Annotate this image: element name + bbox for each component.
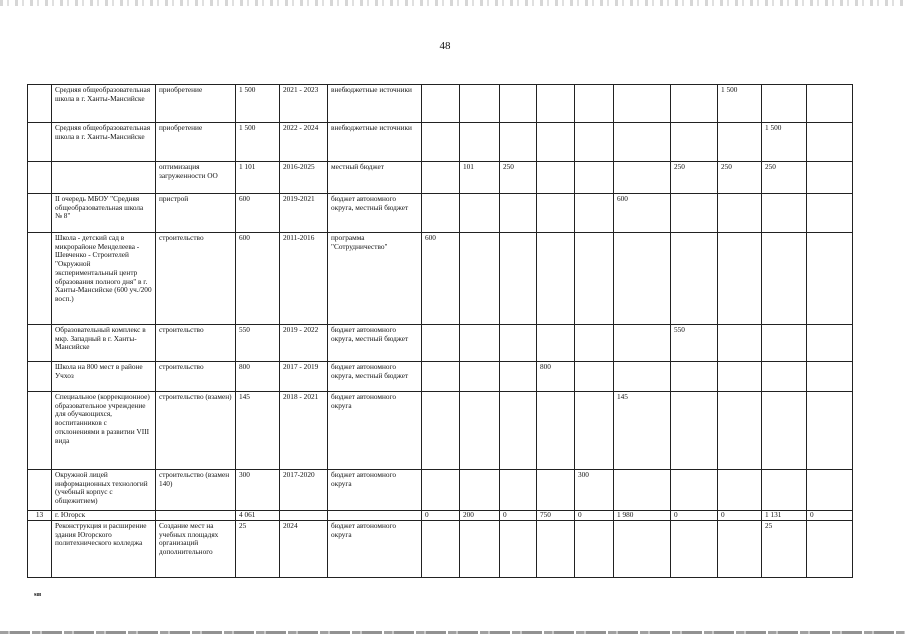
period-cell: 2024 [280, 521, 328, 578]
action-cell: строительство (взамен) [156, 392, 236, 470]
action-cell: строительство (взамен 140) [156, 470, 236, 511]
year-2025-cell [807, 123, 853, 162]
year-2018-cell [500, 521, 537, 578]
year-2019-cell [537, 162, 575, 194]
action-cell: оптимизация загруженности ОО [156, 162, 236, 194]
year-2019-cell [537, 392, 575, 470]
year-2025-cell: 0 [807, 511, 853, 521]
year-2025-cell [807, 362, 853, 392]
year-2018-cell [500, 194, 537, 233]
year-2017-cell [460, 85, 500, 123]
table-row [28, 521, 853, 578]
year-2024-cell: 25 [762, 521, 807, 578]
row-number-cell [28, 194, 52, 233]
object-name-cell: Окружной лицей информационных технологий (учебный корпус с общежитием) [52, 470, 156, 511]
row-number-cell [28, 123, 52, 162]
year-2025-cell [807, 521, 853, 578]
year-2025-cell [807, 85, 853, 123]
funding-source-cell: бюджет автономного округа, местный бюджет [328, 325, 422, 362]
year-2021-cell [614, 85, 671, 123]
year-2025-cell [807, 233, 853, 325]
period-cell [280, 511, 328, 521]
year-2020-cell [575, 392, 614, 470]
year-2024-cell [762, 325, 807, 362]
year-2020-cell [575, 362, 614, 392]
year-2019-cell [537, 85, 575, 123]
year-2021-cell: 1 980 [614, 511, 671, 521]
row-number-cell [28, 233, 52, 325]
year-2021-cell [614, 521, 671, 578]
year-2021-cell [614, 162, 671, 194]
action-cell [156, 511, 236, 521]
table-row [28, 233, 853, 325]
funding-source-cell: программа "Сотрудничество" [328, 233, 422, 325]
period-cell: 2022 - 2024 [280, 123, 328, 162]
page-number: 48 [439, 40, 451, 52]
year-2016-cell [422, 521, 460, 578]
capacity-cell: 4 061 [236, 511, 280, 521]
action-cell: строительство [156, 325, 236, 362]
funding-source-cell: бюджет автономного округа, местный бюджет [328, 362, 422, 392]
period-cell: 2021 - 2023 [280, 85, 328, 123]
year-2021-cell [614, 123, 671, 162]
year-2016-cell [422, 162, 460, 194]
year-2016-cell [422, 325, 460, 362]
year-2017-cell [460, 194, 500, 233]
year-2016-cell [422, 392, 460, 470]
year-2025-cell [807, 392, 853, 470]
year-2020-cell [575, 194, 614, 233]
object-name-cell: г. Югорск [52, 511, 156, 521]
year-2017-cell [460, 362, 500, 392]
year-2016-cell: 0 [422, 511, 460, 521]
capacity-cell: 1 500 [236, 123, 280, 162]
period-cell: 2011-2016 [280, 233, 328, 325]
year-2018-cell [500, 85, 537, 123]
row-number-cell [28, 162, 52, 194]
capacity-cell: 300 [236, 470, 280, 511]
table-row [28, 162, 853, 194]
year-2018-cell [500, 392, 537, 470]
year-2024-cell [762, 470, 807, 511]
object-name-cell: Средняя общеобразовательная школа в г. Ханты-Мансийске [52, 123, 156, 162]
year-2025-cell [807, 162, 853, 194]
year-2020-cell [575, 123, 614, 162]
year-2023-cell [718, 362, 762, 392]
scan-edge-top [0, 0, 905, 6]
year-2022-cell [671, 233, 718, 325]
year-2018-cell [500, 362, 537, 392]
year-2022-cell: 250 [671, 162, 718, 194]
footer-code: sıв [34, 592, 42, 598]
year-2017-cell [460, 392, 500, 470]
year-2021-cell [614, 325, 671, 362]
year-2016-cell [422, 85, 460, 123]
year-2025-cell [807, 194, 853, 233]
action-cell: строительство [156, 362, 236, 392]
year-2019-cell [537, 194, 575, 233]
year-2020-cell [575, 521, 614, 578]
year-2023-cell [718, 233, 762, 325]
funding-source-cell: бюджет автономного округа [328, 470, 422, 511]
funding-source-cell: бюджет автономного округа, местный бюджет [328, 194, 422, 233]
capacity-cell: 600 [236, 194, 280, 233]
year-2021-cell [614, 233, 671, 325]
object-name-cell [52, 162, 156, 194]
capacity-cell: 550 [236, 325, 280, 362]
row-number-cell [28, 470, 52, 511]
year-2022-cell [671, 470, 718, 511]
year-2019-cell: 800 [537, 362, 575, 392]
year-2024-cell: 1 131 [762, 511, 807, 521]
year-2016-cell: 600 [422, 233, 460, 325]
year-2020-cell [575, 325, 614, 362]
period-cell: 2018 - 2021 [280, 392, 328, 470]
year-2019-cell [537, 325, 575, 362]
capacity-cell: 145 [236, 392, 280, 470]
year-2024-cell [762, 392, 807, 470]
year-2021-cell: 145 [614, 392, 671, 470]
funding-source-cell: внебюджетные источники [328, 85, 422, 123]
period-cell: 2016-2025 [280, 162, 328, 194]
year-2022-cell [671, 123, 718, 162]
action-cell: Создание мест на учебных площадях организаций дополнительного [156, 521, 236, 578]
year-2022-cell: 0 [671, 511, 718, 521]
object-name-cell: Школа - детский сад в микрорайоне Менделеева - Шевченко - Строителей "Окружной экспериментальный центр образования полного дня" в г. Ханты-Мансийске (600 уч./200 восп.) [52, 233, 156, 325]
capacity-cell: 600 [236, 233, 280, 325]
period-cell: 2017-2020 [280, 470, 328, 511]
year-2020-cell: 0 [575, 511, 614, 521]
table-row [28, 392, 853, 470]
funding-source-cell: бюджет автономного округа [328, 392, 422, 470]
object-name-cell: Средняя общеобразовательная школа в г. Ханты-Мансийске [52, 85, 156, 123]
year-2020-cell [575, 85, 614, 123]
year-2023-cell [718, 325, 762, 362]
row-number-cell [28, 392, 52, 470]
year-2018-cell: 250 [500, 162, 537, 194]
table-row [28, 123, 853, 162]
year-2025-cell [807, 325, 853, 362]
funding-source-cell [328, 511, 422, 521]
action-cell: строительство [156, 233, 236, 325]
funding-source-cell: местный бюджет [328, 162, 422, 194]
year-2024-cell: 250 [762, 162, 807, 194]
year-2024-cell: 1 500 [762, 123, 807, 162]
object-name-cell: Реконструкция и расширение здания Югорского политехнического колледжа [52, 521, 156, 578]
city-total-row [28, 511, 853, 521]
year-2019-cell [537, 470, 575, 511]
table-row [28, 325, 853, 362]
year-2018-cell: 0 [500, 511, 537, 521]
capacity-cell: 1 500 [236, 85, 280, 123]
year-2016-cell [422, 194, 460, 233]
action-cell: пристрой [156, 194, 236, 233]
year-2018-cell [500, 233, 537, 325]
year-2016-cell [422, 470, 460, 511]
row-number-cell [28, 85, 52, 123]
year-2022-cell [671, 362, 718, 392]
row-number-cell [28, 521, 52, 578]
year-2016-cell [422, 123, 460, 162]
year-2022-cell [671, 194, 718, 233]
year-2021-cell [614, 362, 671, 392]
year-2023-cell [718, 470, 762, 511]
year-2023-cell [718, 521, 762, 578]
object-name-cell: Школа на 800 мест в районе Учхоз [52, 362, 156, 392]
year-2022-cell [671, 85, 718, 123]
year-2018-cell [500, 470, 537, 511]
year-2017-cell: 200 [460, 511, 500, 521]
year-2018-cell [500, 123, 537, 162]
year-2017-cell [460, 521, 500, 578]
year-2020-cell [575, 233, 614, 325]
year-2023-cell: 1 500 [718, 85, 762, 123]
year-2016-cell [422, 362, 460, 392]
year-2021-cell [614, 470, 671, 511]
scan-edge-bottom [0, 631, 905, 634]
places-table [27, 84, 853, 578]
year-2023-cell: 0 [718, 511, 762, 521]
year-2023-cell [718, 194, 762, 233]
year-2021-cell: 600 [614, 194, 671, 233]
table-row [28, 194, 853, 233]
table-row [28, 362, 853, 392]
year-2023-cell: 250 [718, 162, 762, 194]
year-2018-cell [500, 325, 537, 362]
year-2020-cell: 300 [575, 470, 614, 511]
year-2020-cell [575, 162, 614, 194]
year-2024-cell [762, 233, 807, 325]
year-2025-cell [807, 470, 853, 511]
year-2023-cell [718, 123, 762, 162]
row-number-cell [28, 325, 52, 362]
year-2022-cell: 550 [671, 325, 718, 362]
year-2017-cell [460, 233, 500, 325]
capacity-cell: 1 101 [236, 162, 280, 194]
action-cell: приобретение [156, 123, 236, 162]
year-2019-cell [537, 233, 575, 325]
year-2024-cell [762, 362, 807, 392]
year-2019-cell [537, 123, 575, 162]
capacity-cell: 800 [236, 362, 280, 392]
capacity-cell: 25 [236, 521, 280, 578]
year-2022-cell [671, 392, 718, 470]
year-2022-cell [671, 521, 718, 578]
object-name-cell: II очередь МБОУ "Средняя общеобразовательная школа № 8" [52, 194, 156, 233]
year-2019-cell [537, 521, 575, 578]
year-2024-cell [762, 85, 807, 123]
object-name-cell: Образовательный комплекс в мкр. Западный в г. Ханты-Мансийске [52, 325, 156, 362]
year-2024-cell [762, 194, 807, 233]
year-2017-cell [460, 470, 500, 511]
table-row [28, 85, 853, 123]
row-number-cell [28, 362, 52, 392]
year-2019-cell: 750 [537, 511, 575, 521]
period-cell: 2019-2021 [280, 194, 328, 233]
period-cell: 2019 - 2022 [280, 325, 328, 362]
period-cell: 2017 - 2019 [280, 362, 328, 392]
object-name-cell: Специальное (коррекционное) образовательное учреждение для обучающихся, воспитанников с отклонениями в развитии VIII вида [52, 392, 156, 470]
year-2017-cell [460, 325, 500, 362]
action-cell: приобретение [156, 85, 236, 123]
row-number-cell: 13 [28, 511, 52, 521]
year-2017-cell [460, 123, 500, 162]
funding-source-cell: внебюджетные источники [328, 123, 422, 162]
funding-source-cell: бюджет автономного округа [328, 521, 422, 578]
table-row [28, 470, 853, 511]
year-2023-cell [718, 392, 762, 470]
year-2017-cell: 101 [460, 162, 500, 194]
